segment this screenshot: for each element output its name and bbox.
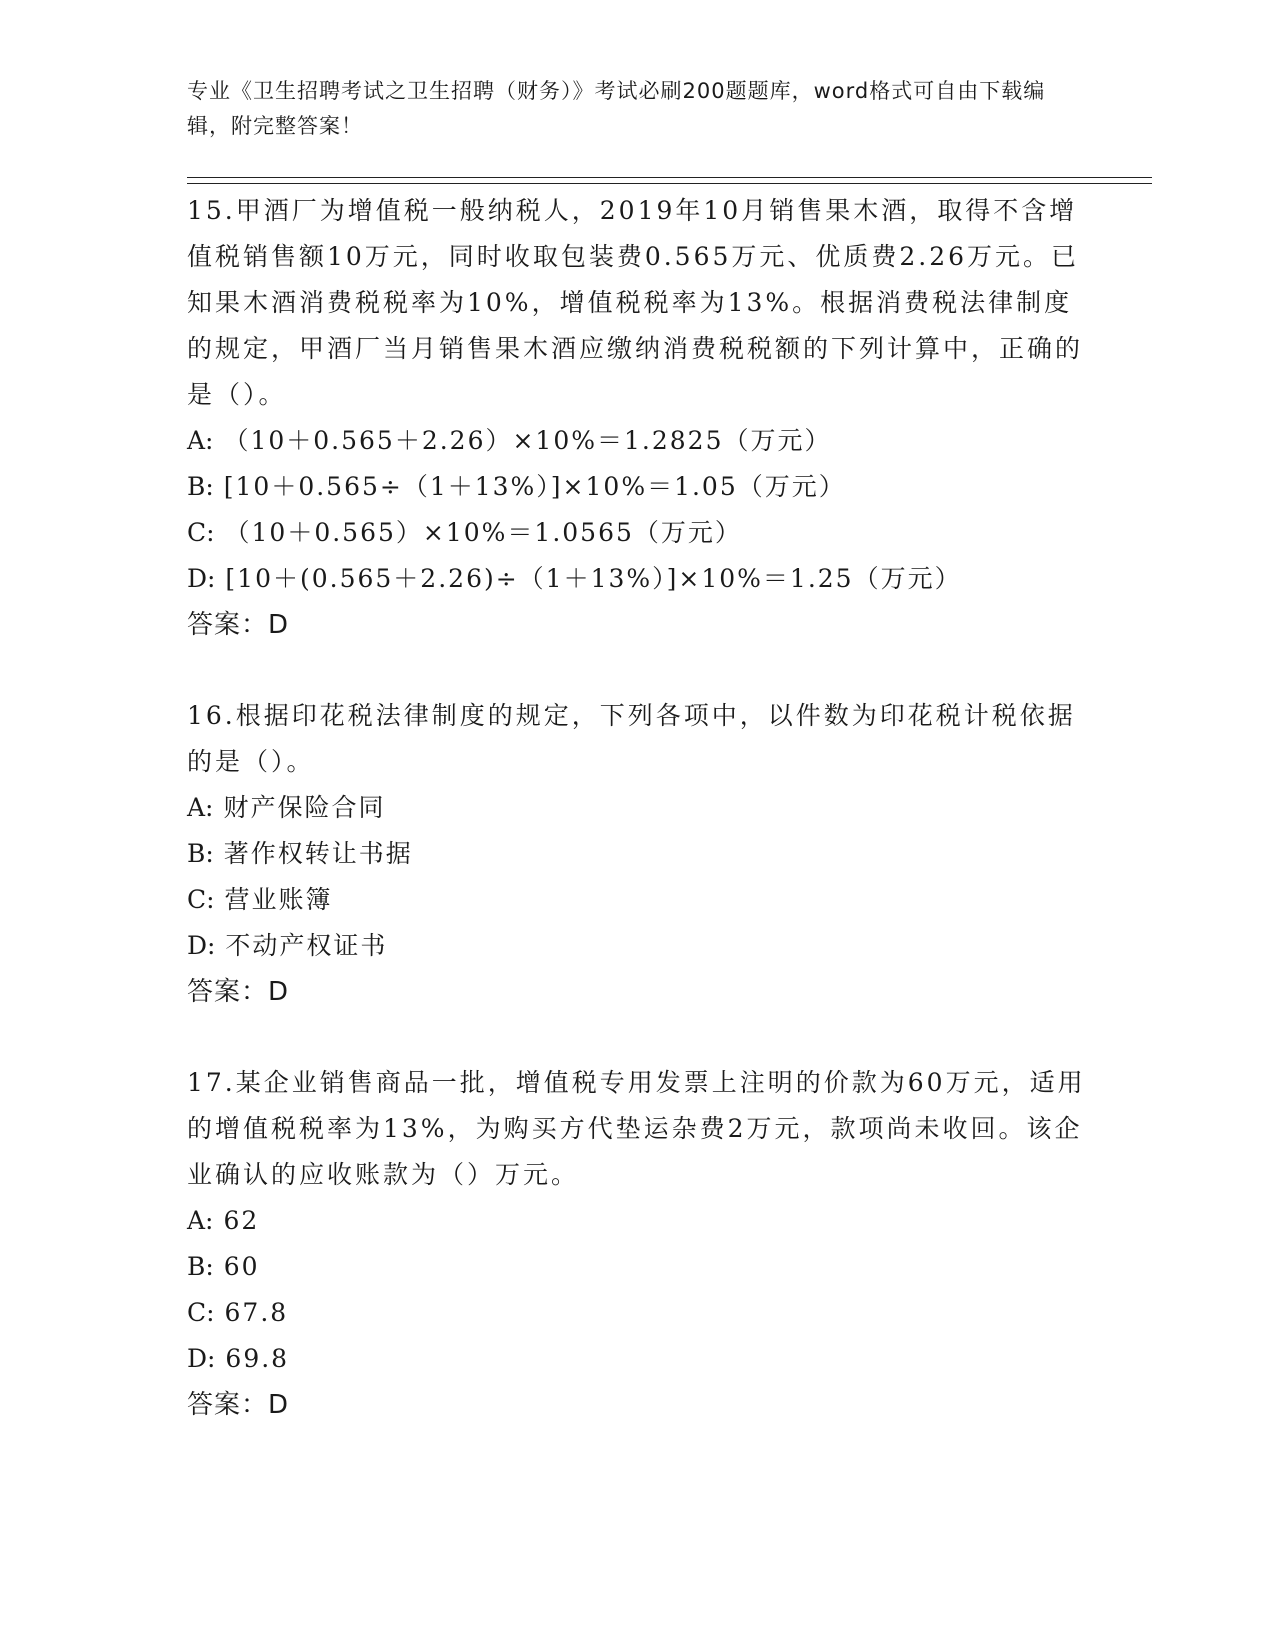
- option-c: [187, 877, 1087, 923]
- option-d: [187, 923, 1087, 969]
- answer-line: 答案：D: [187, 1390, 290, 1420]
- question-stem: 16.根据印花税法律制度的规定，下列各项中，以件数为印花税计税依据的是（）。: [187, 701, 1076, 776]
- option-letter: A:: [187, 426, 214, 455]
- option-text: （10＋0.565）×10%＝1.0565（万元）: [224, 518, 742, 547]
- option-letter: B:: [187, 472, 214, 501]
- option-letter: D:: [187, 1344, 216, 1373]
- option-letter: D:: [187, 564, 216, 593]
- option-text: 营业账簿: [224, 885, 333, 914]
- option-letter: A:: [187, 793, 214, 822]
- option-a: [187, 785, 1087, 831]
- answer-line: 答案：D: [187, 977, 290, 1007]
- option-text: 67.8: [224, 1298, 289, 1327]
- document-header: 专业《卫生招聘考试之卫生招聘（财务）》考试必刷200题题库，word格式可自由下载编辑，附完整答案！: [187, 79, 1046, 138]
- option-text: 62: [223, 1206, 260, 1235]
- option-letter: A:: [187, 1206, 214, 1235]
- option-d: [187, 1336, 1087, 1382]
- option-text: （10＋0.565＋2.26）×10%＝1.2825（万元）: [223, 426, 832, 455]
- option-text: 著作权转让书据: [223, 839, 413, 868]
- question-stem: 17.某企业销售商品一批，增值税专用发票上注明的价款为60万元，适用的增值税税率为13%，为购买方代垫运杂费2万元，款项尚未收回。该企业确认的应收账款为（）万元。: [187, 1068, 1086, 1189]
- option-text: 60: [223, 1252, 260, 1281]
- option-a: [187, 418, 1087, 464]
- option-c: [187, 510, 1087, 556]
- option-a: [187, 1198, 1087, 1244]
- option-letter: C:: [187, 1298, 215, 1327]
- option-letter: B:: [187, 839, 214, 868]
- option-text: 不动产权证书: [225, 931, 388, 960]
- question-15: [187, 188, 1087, 648]
- header-divider-top: [187, 177, 1152, 178]
- option-text: 财产保险合同: [223, 793, 386, 822]
- header-divider-bottom: [187, 183, 1152, 184]
- option-letter: B:: [187, 1252, 214, 1281]
- answer-line: 答案：D: [187, 610, 290, 640]
- option-c: [187, 1290, 1087, 1336]
- option-d: [187, 556, 1087, 602]
- option-letter: C:: [187, 518, 215, 547]
- question-17: [187, 1060, 1087, 1428]
- option-b: [187, 1244, 1087, 1290]
- question-stem: 15.甲酒厂为增值税一般纳税人，2019年10月销售果木酒，取得不含增值税销售额10万元，同时收取包装费0.565万元、优质费2.26万元。已知果木酒消费税税率为10%，增值税税率为13%。根据消费税法律制度的规定，甲酒厂当月销售果木酒应缴纳消费税税额的下列计算中，正确的是（）。: [187, 196, 1084, 409]
- option-text: [10＋0.565÷（1＋13%）]×10%＝1.05（万元）: [223, 472, 846, 501]
- option-letter: C:: [187, 885, 215, 914]
- question-list: [187, 188, 1087, 1428]
- question-16: [187, 693, 1087, 1015]
- option-text: 69.8: [225, 1344, 290, 1373]
- option-letter: D:: [187, 931, 216, 960]
- option-b: [187, 831, 1087, 877]
- option-b: [187, 464, 1087, 510]
- option-text: [10＋(0.565＋2.26)÷（1＋13%）]×10%＝1.25（万元）: [225, 564, 962, 593]
